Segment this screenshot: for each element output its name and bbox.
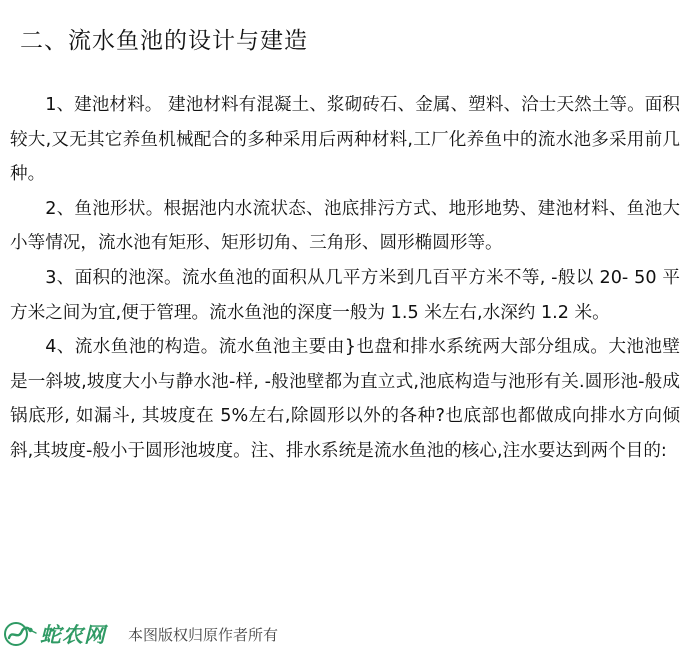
- document-body: [10, 88, 680, 469]
- paragraph-construction: 4、流水鱼池的构造。流水鱼池主要由}也盘和排水系统两大部分组成。大池池壁是一斜坡,坡度大小与静水池-样, -般池壁都为直立式,池底构造与池形有关.圆形池-般成锅底形, 如漏斗, 其坡度在 5%左右,除圆形以外的各种?也底部也都做成向排水方向倾斜,其坡度-般小于圆形池坡度。注、排水系统是流水鱼池的核心,注水要达到两个目的:: [10, 337, 680, 461]
- site-logo: [2, 620, 106, 648]
- copyright-notice: 本图版权归原作者所有: [128, 626, 279, 644]
- document-title: 二、流水鱼池的设计与建造: [20, 28, 308, 54]
- snake-logo-icon: [2, 621, 38, 647]
- paragraph-materials: 1、建池材料。 建池材料有混凝土、浆砌砖石、金属、塑料、洽士天然土等。面积较大,又无其它养鱼机械配合的多种采用后两种材料,工厂化养鱼中的流水池多采用前几种。: [10, 95, 680, 185]
- paragraph-area-depth: 3、面积的池深。流水鱼池的面积从几平方米到几百平方米不等, -般以 20- 50 平方米之间为宜,便于管理。流水鱼池的深度一般为 1.5 米左右,水深约 1.2 米。: [10, 267, 680, 323]
- paragraph-shape: 2、鱼池形状。根据池内水流状态、池底排污方式、地形地势、建池材料、鱼池大小等情况，流水池有矩形、矩形切角、三角形、圆形椭圆形等。: [10, 198, 680, 254]
- logo-text: 蛇农网: [40, 622, 106, 647]
- watermark-footer: [0, 618, 689, 648]
